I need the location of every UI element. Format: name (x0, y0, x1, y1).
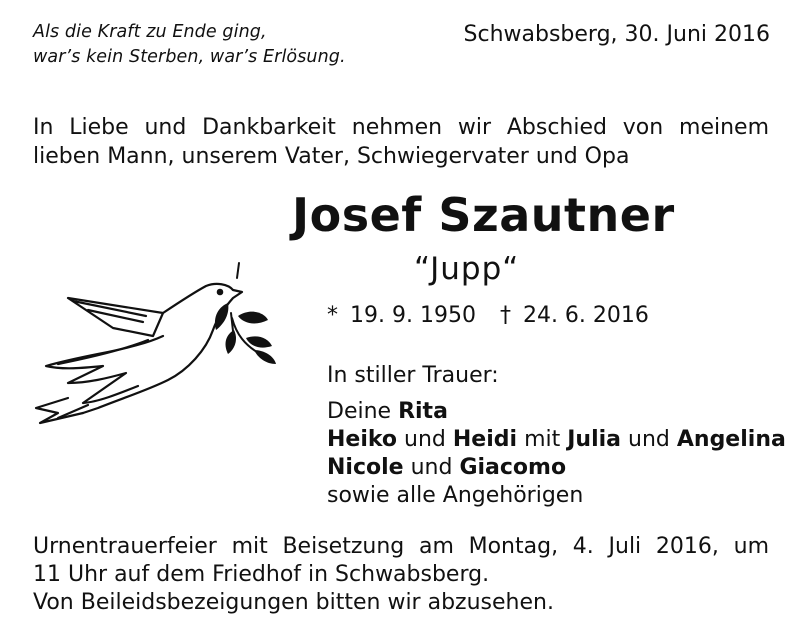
mourners-block (327, 362, 786, 510)
mourners-line-3 (327, 454, 786, 482)
conjunction: und (628, 427, 670, 452)
intro-line-2: lieben Mann, unserem Vater, Schwiegervater und Opa (33, 144, 630, 169)
funeral-line-3: Von Beileidsbezeigungen bitten wir abzusehen. (33, 590, 554, 615)
death-symbol: † (499, 303, 511, 328)
mourners-line-2 (327, 426, 786, 454)
mourners-line-1 (327, 398, 786, 426)
funeral-line-1: Urnentrauerfeier mit Beisetzung am Montag, 4. Juli 2016, um (33, 534, 769, 559)
mourners-closing: sowie alle Angehörigen (327, 483, 584, 508)
place-and-date: Schwabsberg, 30. Juni 2016 (463, 22, 770, 47)
funeral-notice (33, 533, 769, 617)
life-dates (327, 303, 661, 328)
intro-line-1: In Liebe und Dankbarkeit nehmen wir Abschied von meinem (33, 115, 769, 140)
mourner-nicole: Nicole (327, 455, 404, 480)
birth-date: 19. 9. 1950 (350, 303, 476, 328)
birth-symbol: * (327, 303, 338, 328)
mourners-title: In stiller Trauer: (327, 363, 499, 388)
funeral-line-2: 11 Uhr auf dem Friedhof in Schwabsberg. (33, 562, 490, 587)
motto-verse (33, 20, 346, 70)
deceased-nickname: “Jupp“ (414, 251, 520, 287)
conjunction: mit (524, 427, 561, 452)
conjunction: und (410, 455, 453, 480)
mourner-angelina: Angelina (676, 427, 786, 452)
deceased-name: Josef Szautner (292, 188, 675, 242)
conjunction: und (404, 427, 446, 452)
mourner-julia: Julia (567, 427, 622, 452)
intro-text (33, 113, 769, 171)
motto-line-2: war’s kein Sterben, war’s Erlösung. (33, 47, 346, 67)
mourner-giacomo: Giacomo (459, 455, 567, 480)
death-date: 24. 6. 2016 (522, 303, 649, 328)
mourner-prefix: Deine (327, 399, 392, 424)
mourner-rita: Rita (398, 399, 448, 424)
dove-with-olive-branch-icon (28, 258, 280, 438)
mourner-heiko: Heiko (327, 427, 398, 452)
mourner-heidi: Heidi (452, 427, 518, 452)
motto-line-1: Als die Kraft zu Ende ging, (33, 22, 267, 42)
